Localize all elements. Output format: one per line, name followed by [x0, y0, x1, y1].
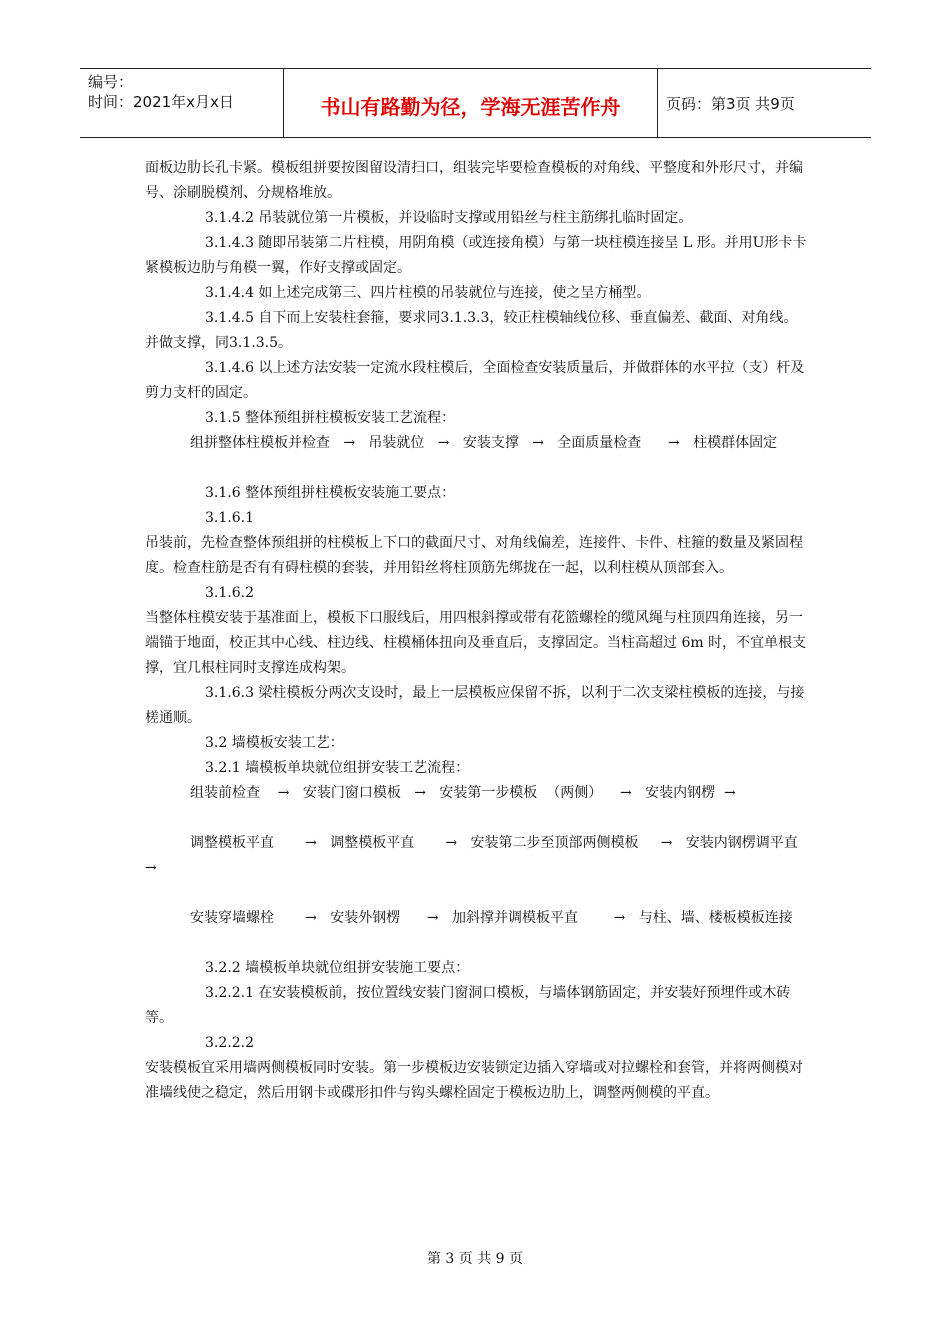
paragraph: 3.1.6.3 梁柱模板分两次支设时，最上一层模板应保留不拆，以利于二次支梁柱模板的连接，与接槎通顺。: [145, 685, 805, 726]
section-heading: 3.2.1 墙模板单块就位组拼安装工艺流程：: [205, 760, 470, 776]
paragraph: 3.1.4.2 吊装就位第一片模板，并设临时支撑或用铅丝与柱主筋绑扎临时固定。: [205, 210, 693, 226]
paragraph: 3.2.2.1 在安装模板前，按位置线安装门窗洞口模板，与墙体钢筋固定，并安装好预埋件或木砖等。: [145, 985, 791, 1026]
blank-line: [145, 881, 807, 906]
motto: 书山有路勤为径，学海无涯苦作舟: [320, 95, 621, 119]
paragraph: 当整体柱模安装于基准面上，模板下口服线后，用四根斜撑或带有花篮螺栓的缆风绳与柱顶四角连接，另一端锚于地面，校正其中心线、柱边线、柱模桶体扭向及垂直后，支撑固定。当柱高超过 6m 时，不宜单根支撑，宜几根柱同时支撑连成构架。: [145, 610, 807, 676]
paragraph: 面板边肋长孔卡紧。模板组拼要按图留设清扫口，组装完毕要检查模板的对角线、平整度和外形尺寸，并编号、涂刷脱模剂、分规格堆放。: [145, 160, 803, 201]
page-footer: 第 3 页 共 9 页: [426, 1251, 524, 1267]
item-number: 3.1.6.2: [205, 585, 254, 601]
paragraph: 安装模板宜采用墙两侧模板同时安装。第一步模板边安装锁定边插入穿墙或对拉螺栓和套管，并将两侧模对准墙线使之稳定，然后用钢卡或碟形扣件与钩头螺栓固定于模板边肋上，调整两侧模的平直。: [145, 1060, 803, 1101]
paragraph: 吊装前，先检查整体预组拼的柱模板上下口的截面尺寸、对角线偏差，连接件、卡件、柱箍的数量及紧固程度。检查柱筋是否有有碍柱模的套装，并用铅丝将柱顶筋先绑拢在一起，以利柱模从顶部套入。: [145, 535, 803, 576]
section-heading: 3.2.2 墙模板单块就位组拼安装施工要点：: [205, 960, 470, 976]
page-header: [80, 68, 871, 138]
paragraph: 3.1.4.5 自下而上安装柱套箍，要求同3.1.3.3，较正柱模轴线位移、垂直偏差、截面、对角线。并做支撑，同3.1.3.5。: [145, 310, 798, 351]
paragraph: 3.1.4.4 如上述完成第三、四片柱模的吊装就位与连接，使之呈方桶型。: [205, 285, 651, 301]
header-page-cell: [658, 69, 871, 137]
blank-line: [145, 931, 807, 956]
process-flow: 组拼整体柱模板并检查 → 吊装就位 → 安装支撑 → 全面质量检查 → 柱模群体固定: [190, 435, 778, 451]
header-page-label: 页码：第3页 共9页: [666, 95, 795, 113]
section-heading: 3.2 墙模板安装工艺：: [205, 735, 344, 751]
section-heading: 3.1.6 整体预组拼柱模板安装施工要点：: [205, 485, 456, 501]
blank-line: [145, 806, 807, 831]
blank-line: [145, 456, 807, 481]
process-flow: 调整模板平直 → 调整模板平直 → 安装第二步至顶部两侧模板 → 安装内钢楞调平直 →: [145, 835, 821, 876]
paragraph: 3.1.4.6 以上述方法安装一定流水段柱模后，全面检查安装质量后，并做群体的水平拉（支）杆及剪力支杆的固定。: [145, 360, 805, 401]
process-flow: 组装前检查 → 安装门窗口模板 → 安装第一步模板 （两侧） → 安装内钢楞 →: [190, 785, 736, 801]
item-number: 3.1.6.1: [205, 510, 254, 526]
document-body: [145, 156, 821, 1106]
process-flow: 安装穿墙螺栓 → 安装外钢楞 → 加斜撑并调模板平直 → 与柱、墙、楼板模板连接: [190, 910, 793, 926]
item-number: 3.2.2.2: [205, 1035, 254, 1051]
header-motto-cell: [284, 69, 658, 137]
number-label: 编号：: [88, 73, 134, 91]
section-heading: 3.1.5 整体预组拼柱模板安装工艺流程：: [205, 410, 456, 426]
header-info-cell: [80, 69, 284, 137]
date-label: 时间：2021年x月x日: [88, 93, 234, 111]
paragraph: 3.1.4.3 随即吊装第二片柱模，用阴角模（或连接角模）与第一块柱模连接呈 L 形。并用U形卡卡紧模板边肋与角模一翼，作好支撑或固定。: [145, 235, 807, 276]
